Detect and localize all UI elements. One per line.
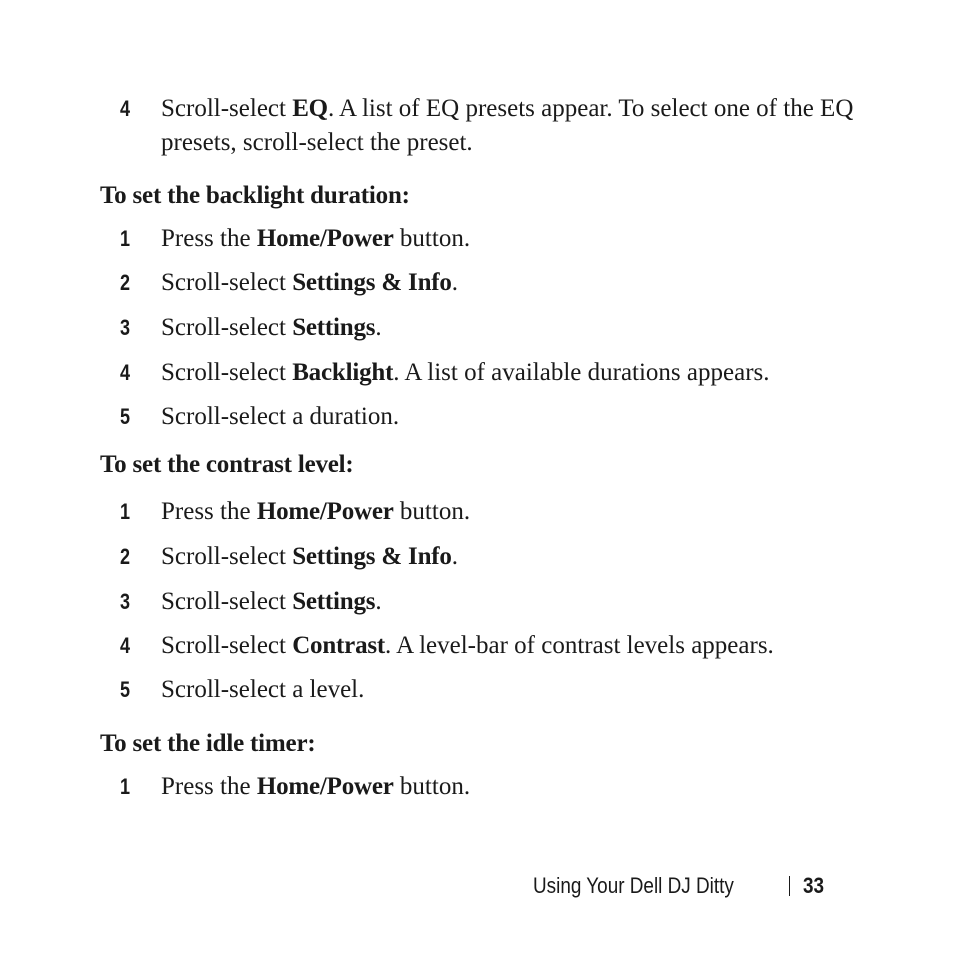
step-number: 1 (120, 226, 131, 251)
step-number: 5 (120, 404, 131, 429)
step-text: Scroll-select Backlight. A list of available durations appears. (161, 359, 770, 386)
step-number: 1 (120, 499, 131, 524)
step-text: Scroll-select a duration. (161, 403, 400, 430)
step-number: 2 (120, 270, 131, 295)
section-heading-contrast: To set the contrast level: (100, 451, 354, 478)
section-heading-backlight: To set the backlight duration: (100, 182, 410, 209)
step-number: 4 (120, 633, 131, 658)
step-number: 3 (120, 315, 131, 340)
footer-title: Using Your Dell DJ Ditty (533, 873, 734, 898)
step-text: Scroll-select Contrast. A level-bar of contrast levels appears. (161, 632, 774, 659)
step-number: 4 (120, 96, 131, 121)
step-text: Scroll-select Settings & Info. (161, 543, 458, 570)
footer-divider (789, 876, 790, 896)
step-text: Scroll-select EQ. A list of EQ presets appear. To select one of the EQ presets, scroll-select the preset. (161, 95, 854, 156)
step-number: 2 (120, 544, 131, 569)
step-text: Scroll-select Settings. (161, 314, 382, 341)
step-number: 1 (120, 774, 131, 799)
step-text: Scroll-select Settings & Info. (161, 269, 458, 296)
section-heading-idle-timer: To set the idle timer: (100, 730, 316, 757)
step-text: Scroll-select Settings. (161, 588, 382, 615)
step-number: 5 (120, 677, 131, 702)
step-text: Press the Home/Power button. (161, 225, 471, 252)
page-number: 33 (803, 873, 825, 898)
step-text: Press the Home/Power button. (161, 773, 471, 800)
step-text: Press the Home/Power button. (161, 498, 471, 525)
step-number: 4 (120, 360, 131, 385)
step-text: Scroll-select a level. (161, 676, 365, 703)
step-number: 3 (120, 589, 131, 614)
